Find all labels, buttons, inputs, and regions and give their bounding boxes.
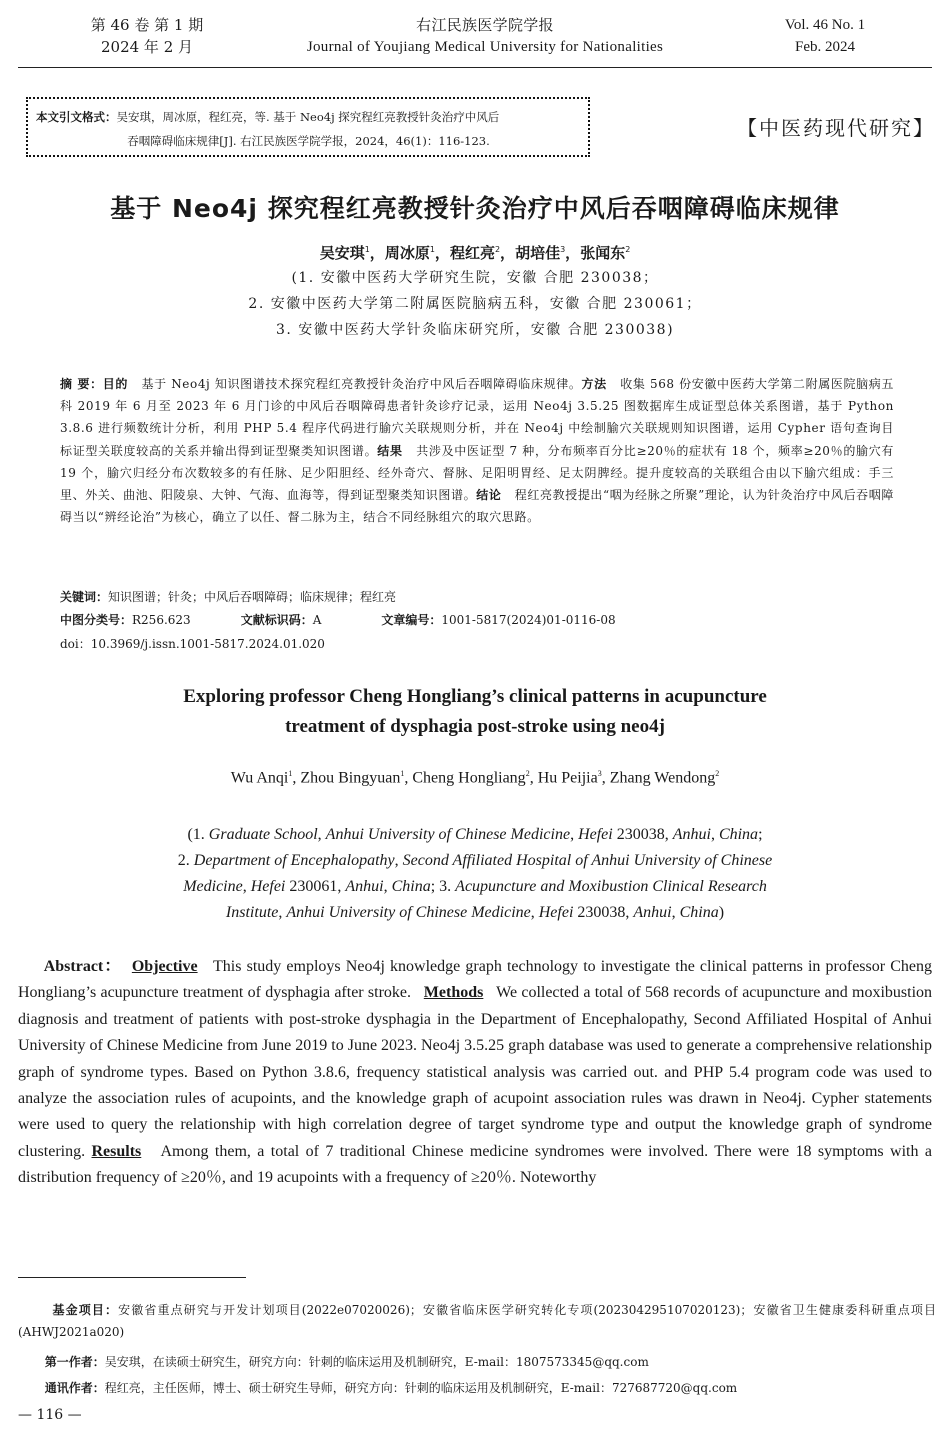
first-author-label: 第一作者： [44, 1355, 105, 1369]
abstract-cn-conclusion: 程红亮教授提出“咽为经脉之所聚”理论，认为针灸治疗中风后吞咽障碍当以“辨经论治”为核心，确立了以任、督二脉为主，结合不同经脉组穴的取穴思路。 [60, 488, 895, 525]
authors-en: Wu Anqi$^1$, Zhou Bingyuan$^1$, Cheng Hongliang$^2$, Hu Peijia$^3$, Zhang Wendong$^2$ [230, 769, 720, 787]
author-en-sup: 1 [288, 769, 293, 778]
header-date-cn: 2024 年 2 月 [100, 38, 194, 56]
article-label: 文章编号： [381, 613, 442, 627]
abstract-cn-objective: 基于 Neo4j 知识图谱技术探究程红亮教授针灸治疗中风后吞咽障碍临床规律。 [141, 377, 582, 391]
doc-value: A [312, 613, 322, 627]
author-cn: 程红亮 [449, 244, 495, 262]
clc-value: R256.623 [132, 613, 191, 627]
title-cn: 基于 Neo4j 探究程红亮教授针灸治疗中风后吞咽障碍临床规律 [110, 194, 840, 223]
author-en-sup: 3 [597, 769, 602, 778]
citation-label: 本文引文格式： [36, 110, 117, 124]
abstract-en [18, 954, 932, 1192]
abstract-cn-results-label: 结果 [377, 443, 403, 458]
affil-en-num: (1. [187, 826, 209, 843]
abstract-cn-conclusion-label: 结论 [476, 488, 502, 503]
affil-en-inst: Acupuncture and Moxibustion Clinical Research [455, 878, 767, 895]
header-journal-en: Journal of Youjiang Medical University for Nationalities [306, 39, 664, 55]
fund-label: 基金项目： [52, 1303, 119, 1317]
affiliation-en-4: Institute, Anhui University of Chinese Medicine, Hefei 230038, Anhui, China) [225, 904, 725, 921]
author-cn: 周冰原 [384, 244, 430, 262]
affil-en-city: Hefei [578, 826, 613, 843]
article-value: 1001-5817(2024)01-0116-08 [441, 613, 616, 627]
abstract-cn [60, 373, 894, 528]
author-en: Zhang Wendong [609, 769, 716, 787]
author-en: Zhou Bingyuan [300, 769, 401, 787]
author-cn-sup: 1 [364, 245, 370, 254]
doi: doi：10.3969/j.issn.1001-5817.2024.01.020 [60, 637, 325, 651]
affil-en-country: China [679, 904, 719, 921]
abstract-en-methods-label: Methods [423, 984, 484, 1002]
affil-en-prov: Anhui [345, 878, 384, 895]
page-number: — 116 — [18, 1407, 82, 1423]
affil-en-city: Hefei [250, 878, 286, 895]
author-cn-sup: 2 [625, 245, 631, 254]
author-cn: 吴安琪 [319, 244, 365, 262]
header-journal [240, 14, 730, 58]
footnote-fund [18, 1299, 936, 1343]
abstract-cn-label: 摘 要： [60, 377, 103, 391]
header-volume [72, 14, 222, 58]
keywords-cn [60, 587, 396, 607]
abstract-en-methods: We collected a total of 568 records of acupuncture and moxibustion diagnosis and treatment of patients with post-stroke dysphagia in the Department of Encephalopathy, Second Affiliated Hospital of Anhui University of Chinese Medicine from June 2019 to June 2023. Neo4j 3.5.25 graph database was used to generate a comprehensive relationship graph of syndrome types. Based on Python 3.8.6, frequency statistical analysis was carried out. and PHP 5.4 program code was used to analyze the association rules of acupoints, and the knowledge graph of acupoint association rules was drawn in Neo4j. Cypher statements were used to query the relationship with high correlation degree of target syndrome type and output the knowledge graph of syndrome clustering. [18, 984, 933, 1160]
authors-cn: 吴安琪$^1$，周冰原$^1$，程红亮$^2$，胡培佳$^3$，张闻东$^2$ [319, 244, 631, 262]
first-author-text: 吴安琪，在读硕士研究生，研究方向：针刺的临床运用及机制研究，E-mail：1807573345@qq.com [104, 1355, 649, 1369]
affil-en-univ: Anhui University of Chinese Medicine [325, 826, 571, 843]
abstract-en-label: Abstract： [43, 958, 122, 975]
citation-text-1: 吴安琪，周冰原，程红亮，等. 基于 Neo4j 探究程红亮教授针灸治疗中风后 [116, 110, 500, 124]
affil-en-country: China [718, 826, 759, 843]
header-divider [18, 67, 932, 68]
author-en-sup: 2 [525, 769, 530, 778]
author-en: Cheng Hongliang [412, 769, 526, 787]
affiliation-cn-3: 3. 安徽中医药大学针灸临床研究所，安徽 合肥 230038) [275, 322, 675, 338]
affil-en-med: Medicine [183, 878, 243, 895]
abstract-cn-results: 共涉及中医证型 7 种，分布频率百分比≥20％的症状有 18 个，频率≥20％的腧穴有 19 个，腧穴归经分布次数较多的有任脉、足少阳胆经、经外奇穴、督脉、足阳明胃经、足太阴脾经。提升度较高的关联组合由以下腧穴组成：手三里、外关、曲池、阳陵泉、大钟、气海、血海等，得到证型聚类知识图谱。 [60, 443, 894, 503]
abstract-en-results-label: Results [91, 1142, 142, 1160]
clc-label: 中图分类号： [60, 613, 133, 627]
header-journal-cn: 右江民族医学院学报 [416, 16, 554, 34]
title-en-line-2: treatment of dysphagia post-stroke using neo4j [285, 716, 665, 737]
abstract-en-objective: This study employs Neo4j knowledge graph technology to investigate the clinical patterns in professor Cheng Hongliang’s acupuncture treatment of dysphagia after stroke. [18, 958, 933, 1002]
affiliation-en-1: (1. Graduate School, Anhui University of Chinese Medicine, Hefei 230038, Anhui, China; [187, 826, 763, 843]
doc-label: 文献标识码： [240, 613, 313, 627]
affiliation-en-3: Medicine, Hefei 230061, Anhui, China; 3. Acupuncture and Moxibustion Clinical Research [183, 878, 767, 895]
citation-line-2: 吞咽障碍临床规律[J]. 右江民族医学院学报，2024，46(1)：116-123. [127, 134, 490, 148]
affil-en-country: China [391, 878, 431, 895]
footnote-corresponding [18, 1377, 936, 1399]
affil-en-num: 3. [439, 878, 456, 895]
author-cn-sup: 3 [560, 245, 566, 254]
affil-en-prov: Anhui [633, 904, 672, 921]
corresponding-label: 通讯作者： [44, 1381, 105, 1395]
corresponding-text: 程红亮，主任医师，博士、硕士研究生导师，研究方向：针刺的临床运用及机制研究，E-mail：727687720@qq.com [104, 1381, 738, 1395]
abstract-cn-methods: 收集 568 份安徽中医药大学第二附属医院脑病五科 2019 年 6 月至 2023 年 6 月门诊的中风后吞咽障碍患者针灸诊疗记录，运用 Neo4j 3.5.25 图数据库生成证型总体关系图谱，基于 Python 3.8.6 进行频数统计分析，利用 PHP 5.4 程序代码进行腧穴关联规则分析，并在 Neo4j 中绘制腧穴关联规则知识图谱，运用 Cypher 语句查询目标证型关联度较高的关系并输出得到证型聚类知识图谱。 [60, 377, 895, 458]
affil-en-dept: Department of Encephalopathy [193, 852, 395, 869]
affil-en-dept: Graduate School [208, 826, 318, 843]
affil-en-hosp: Second Affiliated Hospital of Anhui University of Chinese [402, 852, 773, 869]
author-cn: 张闻东 [580, 244, 626, 262]
citation-line-1 [36, 109, 581, 125]
header-vol-en [760, 14, 890, 58]
affil-en-post: 230061 [289, 878, 338, 895]
abstract-cn-objective-label: 目的 [102, 377, 129, 391]
abstract-en-objective-label: Objective [131, 958, 198, 975]
affil-en-city: Hefei [538, 904, 574, 921]
affil-en-post: 230038 [616, 826, 665, 843]
title-en [0, 682, 950, 742]
title-en-line-1: Exploring professor Cheng Hongliang’s clinical patterns in acupuncture [183, 686, 767, 707]
keywords-cn-value: 知识图谱；针灸；中风后吞咽障碍；临床规律；程红亮 [108, 590, 397, 604]
affil-en-prov: Anhui [672, 826, 711, 843]
author-en-sup: 1 [400, 769, 405, 778]
abstract-cn-methods-label: 方法 [581, 377, 607, 391]
affiliation-cn-2: 2. 安徽中医药大学第二附属医院脑病五科，安徽 合肥 230061； [248, 296, 702, 312]
affil-en-univ: Anhui University of Chinese Medicine [286, 904, 531, 921]
abstract-en-results: Among them, a total of 7 traditional Chinese medicine syndromes were involved. There were 18 symptoms with a distribution frequency of ≥20％, and 19 acupoints with a frequency of ≥20％. Noteworthy [18, 1142, 933, 1187]
header-vol-no: Vol. 46 No. 1 [784, 17, 866, 33]
author-en: Hu Peijia [537, 769, 598, 787]
affil-en-post: 230038 [577, 904, 626, 921]
footnote-first-author [18, 1351, 936, 1373]
affil-en-num: 2. [177, 852, 194, 869]
fund-text: 安徽省重点研究与开发计划项目(2022e07020026)；安徽省临床医学研究转化专项(202304295107020123)；安徽省卫生健康委科研重点项目(AHWJ2021a020) [18, 1303, 936, 1339]
author-cn: 胡培佳 [515, 244, 561, 262]
author-en: Wu Anqi [230, 769, 289, 787]
author-en-sup: 2 [715, 769, 720, 778]
footnote-divider [18, 1277, 246, 1278]
header-volume-issue: 第 46 卷 第 1 期 [90, 16, 204, 34]
author-cn-sup: 2 [494, 245, 501, 254]
classification-row [60, 610, 616, 630]
keywords-cn-label: 关键词： [60, 590, 109, 604]
author-cn-sup: 1 [429, 245, 435, 254]
affiliation-cn-1: (1. 安徽中医药大学研究生院，安徽 合肥 230038； [291, 270, 659, 286]
affiliation-en-2: 2. Department of Encephalopathy, Second Affiliated Hospital of Anhui University of Chinese [177, 852, 773, 869]
header-date-en: Feb. 2024 [795, 39, 855, 55]
affil-en-inst: Institute [225, 904, 279, 921]
section-tag: 【中医药现代研究】 [737, 116, 935, 140]
